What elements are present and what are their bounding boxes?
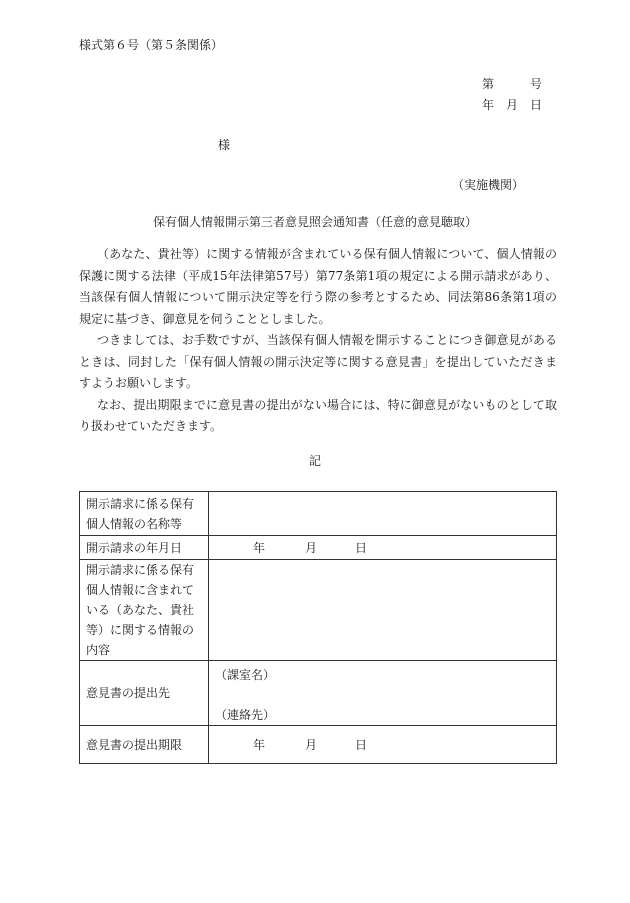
row-label: 開示請求に係る保有個人情報の名称等 (80, 492, 209, 536)
row-value (209, 560, 557, 661)
row-label: 開示請求に係る保有個人情報に含まれている（あなた、貴社等）に関する情報の内容 (80, 560, 209, 661)
day-label: 日 (355, 737, 368, 752)
body-paragraph: つきましては、お手数ですが、当該保有個人情報を開示することにつき御意見があるときは、同封した「保有個人情報の開示決定等に関する意見書」を提出していただきますようお願いします。 (79, 333, 557, 390)
table-row (80, 661, 557, 726)
ref-prefix: 第 (482, 77, 495, 91)
issue-date (482, 96, 542, 113)
implementing-agency: （実施機関） (452, 178, 525, 192)
document-title: 保有個人情報開示第三者意見照会通知書（任意的意見聴取） (152, 215, 477, 229)
day-label: 日 (355, 540, 368, 555)
year-label: 年 (253, 737, 266, 752)
deadline-value (209, 726, 557, 764)
reference-number (482, 75, 542, 92)
form-number: 様式第６号（第５条関係） (79, 38, 224, 52)
details-table (79, 491, 557, 764)
request-date-value (209, 536, 557, 560)
body-paragraph: なお、提出期限までに意見書の提出がない場合には、特に御意見がないものとして取り扱わせていただきます。 (79, 397, 557, 433)
month-label: 月 (305, 540, 318, 555)
month-label: 月 (305, 737, 318, 752)
row-value (209, 492, 557, 536)
table-row (80, 536, 557, 560)
table-row (80, 560, 557, 661)
body-text (79, 244, 557, 438)
submission-destination-value (209, 661, 557, 726)
department-label: （課室名） (215, 668, 276, 682)
row-label: 意見書の提出期限 (80, 726, 209, 764)
addressee: 様 (218, 138, 231, 152)
body-paragraph: （あなた、貴社等）に関する情報が含まれている保有個人情報について、個人情報の保護に関する法律（平成15年法律第57号）第77条第1項の規定による開示請求があり、当該保有個人情報について開示決定等を行う際の参考とするため、同法第86条第1項の規定に基づき、御意見を伺うこととしました。 (79, 247, 557, 326)
issue-year: 年 (482, 98, 495, 112)
issue-day: 日 (530, 98, 543, 112)
issue-month: 月 (506, 98, 519, 112)
ref-suffix: 号 (530, 77, 543, 91)
table-row (80, 726, 557, 764)
row-label: 開示請求の年月日 (80, 536, 209, 560)
contact-label: （連絡先） (215, 708, 276, 722)
row-label: 意見書の提出先 (80, 661, 209, 726)
year-label: 年 (253, 540, 266, 555)
ki-heading: 記 (308, 454, 321, 468)
table-row (80, 492, 557, 536)
